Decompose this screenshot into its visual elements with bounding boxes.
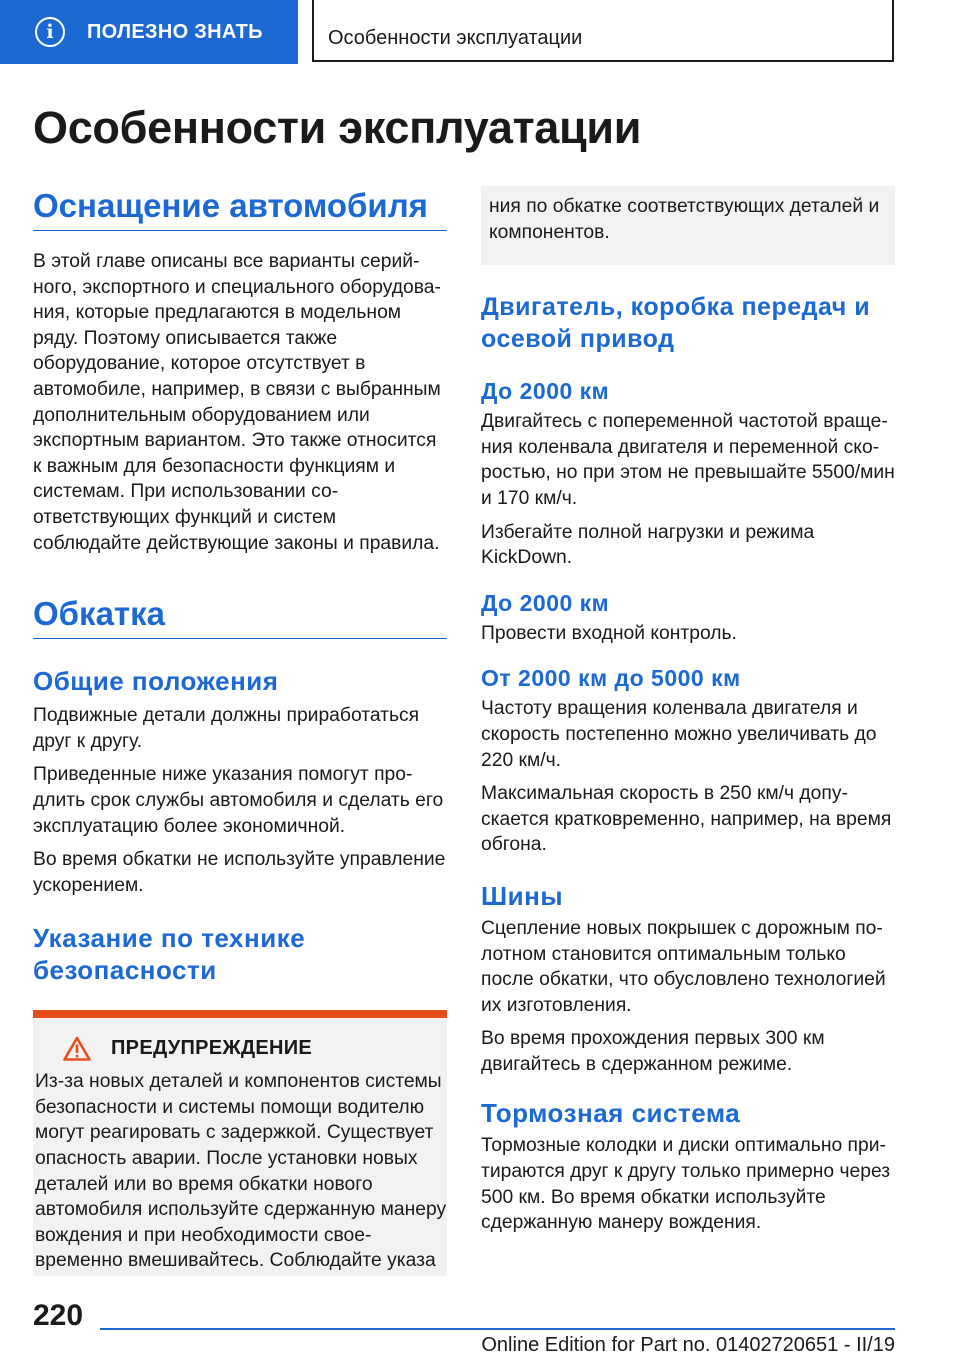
section-title-brakes: Тормозная система xyxy=(481,1098,741,1129)
subsection-title-2000-b: До 2000 км xyxy=(481,589,610,616)
engine-paragraph-3: Провести входной контроль. xyxy=(481,622,737,644)
left-column xyxy=(33,186,447,1276)
warning-text: Из-за новых деталей и компонентов системы безопасности и системы помощи водителю могут реагировать с задержкой. Существует опасность аварии. После установки новых деталей или во время обкатки нового автомобиля используйте сдержанную манеру вождения и при необходимости своевременно вмешивайтесь. Соблюдайте указа xyxy=(35,1071,447,1272)
breakin-paragraph-3: Во время обкатки не используйте управление ускорением. xyxy=(33,849,446,896)
equipment-text: В этой главе описаны все варианты серийного, экспортного и специального оборудования, которые предлагаются в модельном ряду. Поэтому описывается также оборудование, которое отсутствует в автомобиле, например, в связи с выбранным дополнительным оборудованием или экспортным вариантом. Это также относится к важным для безопасности функциям и системам. При использовании соответствующих функций и систем соблюдайте действующие законы и правила. xyxy=(33,251,441,554)
brakes-paragraph-1: Тормозные колодки и диски оптимально притираются друг к другу только примерно через 500 км. Во время обкатки используйте сдержанную манеру вождения. xyxy=(481,1135,891,1234)
engine-paragraph-1: Двигайтесь с попеременной частотой вращения коленвала двигателя и переменной скоростью, но при этом не превышайте 5500/мин и 170 км/ч. xyxy=(481,411,895,509)
section-title-tires: Шины xyxy=(481,880,564,911)
tires-paragraph-2: Во время прохождения первых 300 км двигайтесь в сдержанном режиме. xyxy=(481,1028,825,1075)
engine-paragraph-2: Избегайте полной нагрузки и режима KickDown. xyxy=(481,521,815,569)
page-number: 220 xyxy=(33,1299,84,1332)
subsection-title-2000-a: До 2000 км xyxy=(481,378,610,405)
footer-edition: Online Edition for Part no. 01402720651 - II/19 xyxy=(481,1334,895,1356)
header-tab-label: ПОЛЕЗНО ЗНАТЬ xyxy=(87,20,263,43)
info-icon: i xyxy=(35,17,65,47)
section-title-equipment: Оснащение автомобиля xyxy=(33,186,447,231)
warning-label: ПРЕДУПРЕЖДЕНИЕ xyxy=(111,1037,313,1060)
subsection-title-general: Общие положения xyxy=(33,666,279,697)
engine-paragraph-4: Частоту вращения коленвала двигателя и скорость постепенно можно увеличивать до 220 км/ч. xyxy=(481,698,877,771)
breakin-paragraph-1: Подвижные детали должны приработаться друг к другу. xyxy=(33,705,420,752)
section-title-engine: Двигатель, коробка передач и осевой привод xyxy=(481,293,871,354)
header-tab xyxy=(0,0,298,64)
subsection-title-2000-5000: От 2000 км до 5000 км xyxy=(481,665,741,692)
header-section-frame xyxy=(312,0,894,62)
page-title: Особенности эксплуатации xyxy=(33,102,642,153)
tires-paragraph-1: Сцепление новых покрышек с дорожным полотном становится оптимальным только после обкатки, что обусловлено технологией их изготовления. xyxy=(481,917,886,1016)
engine-paragraph-5: Максимальная скорость в 250 км/ч допускается кратковременно, например, на время обгона. xyxy=(481,783,892,856)
warning-triangle-icon xyxy=(63,1036,91,1061)
footer-divider xyxy=(100,1328,895,1330)
warning-box xyxy=(33,1010,447,1276)
breakin-paragraph-2: Приведенные ниже указания помогут продлить срок службы автомобиля и сделать его эксплуатацию более экономичной. xyxy=(33,764,444,837)
warning-heading xyxy=(63,1036,447,1061)
subsection-title-safety: Указание по технике безопасности xyxy=(33,923,306,986)
warning-text-continued: ния по обкатке соответствующих деталей и компонентов. xyxy=(489,196,880,243)
right-column xyxy=(481,186,895,1236)
warning-box-continued xyxy=(481,186,895,265)
header-section-label: Особенности эксплуатации xyxy=(328,27,583,49)
section-title-breakin: Обкатка xyxy=(33,594,447,639)
